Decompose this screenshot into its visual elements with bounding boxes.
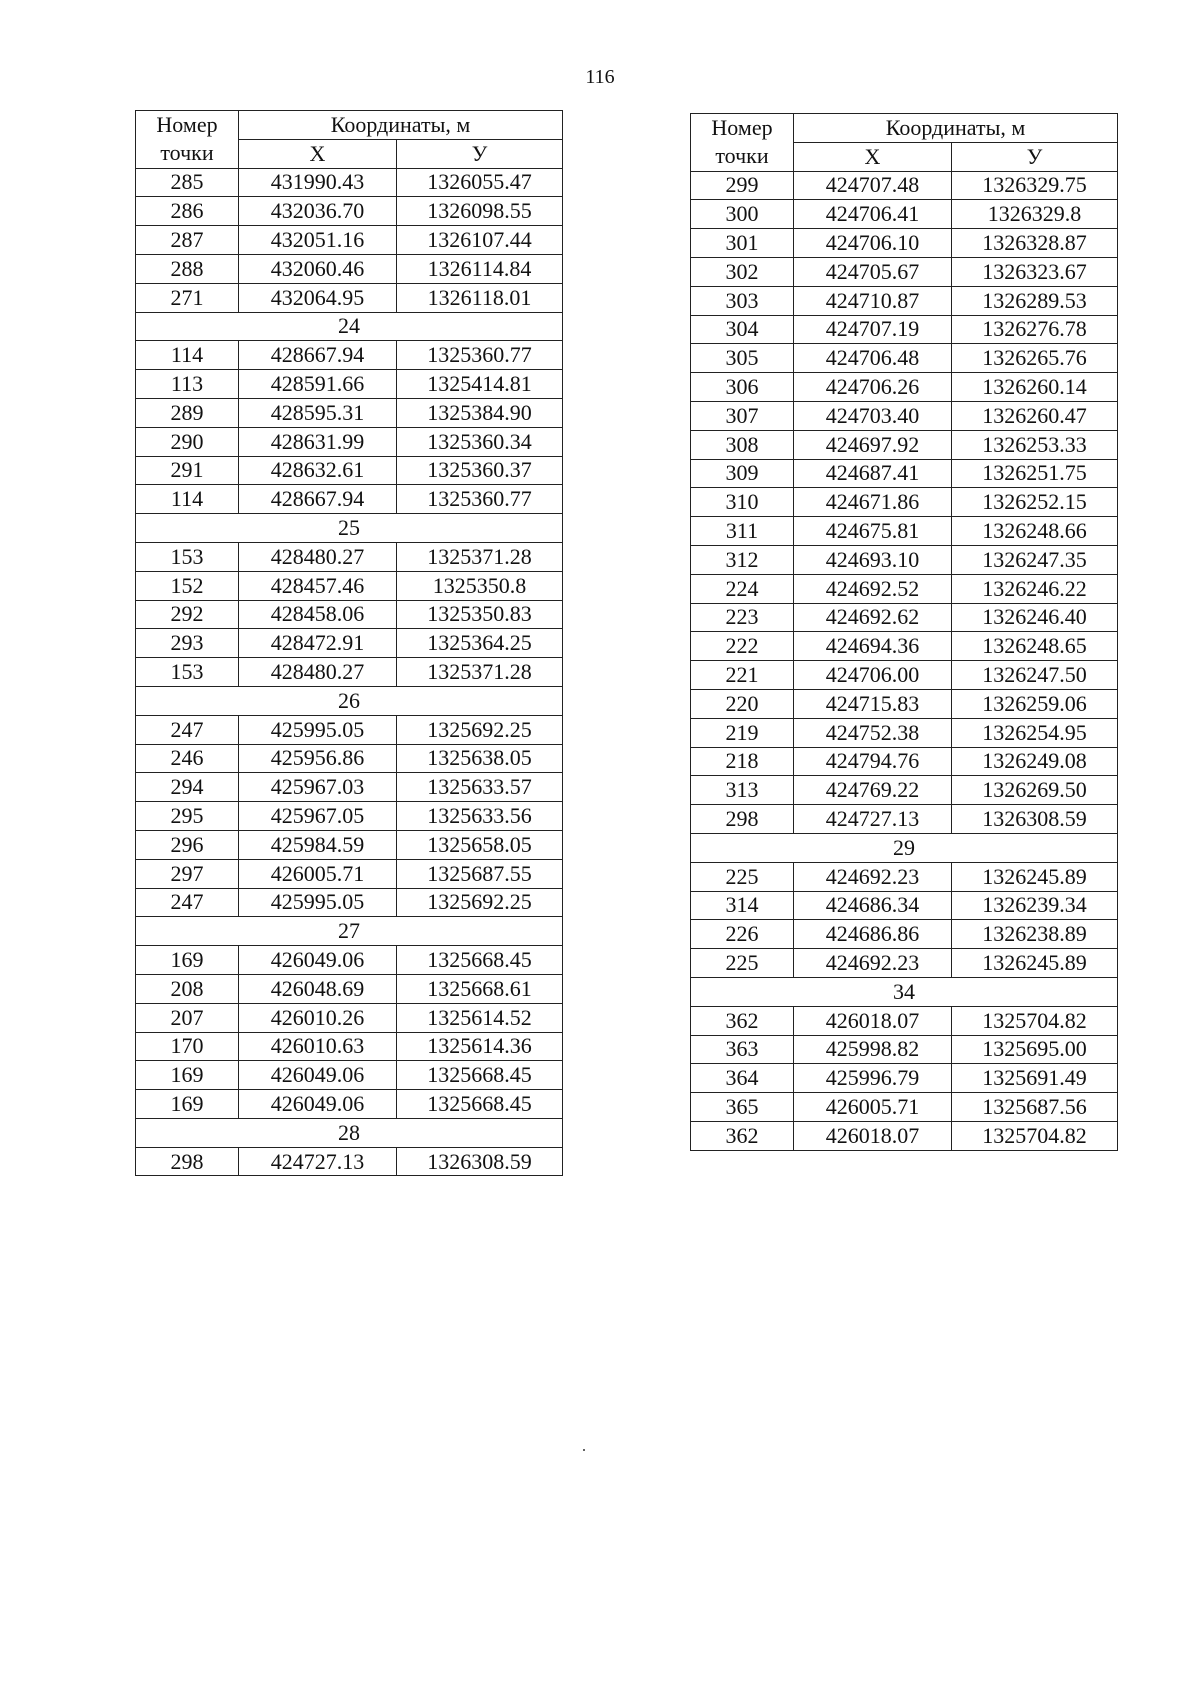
table-row (691, 315, 1118, 344)
y-coordinate-cell: 1325668.45 (397, 1090, 563, 1119)
table-row (691, 401, 1118, 430)
y-coordinate-cell: 1325691.49 (952, 1064, 1118, 1093)
table-row (136, 456, 563, 485)
y-coordinate-cell: 1325687.56 (952, 1093, 1118, 1122)
x-coordinate-cell: 424671.86 (794, 488, 952, 517)
point-number-cell: 113 (136, 370, 239, 399)
point-number-cell: 312 (691, 545, 794, 574)
x-coordinate-cell: 428591.66 (239, 370, 397, 399)
table-row (691, 718, 1118, 747)
table-row (691, 257, 1118, 286)
y-coordinate-cell: 1325414.81 (397, 370, 563, 399)
y-coordinate-cell: 1326276.78 (952, 315, 1118, 344)
coordinates-table-right (690, 113, 1118, 1151)
y-coordinate-cell: 1326245.89 (952, 862, 1118, 891)
table-row (691, 229, 1118, 258)
section-label: 24 (136, 312, 563, 341)
table-row (691, 200, 1118, 229)
table-row (691, 459, 1118, 488)
y-coordinate-cell: 1326118.01 (397, 283, 563, 312)
point-number-cell: 314 (691, 891, 794, 920)
table-row (691, 949, 1118, 978)
point-number-cell: 288 (136, 254, 239, 283)
table-row (136, 485, 563, 514)
section-row (136, 1118, 563, 1147)
point-number-cell: 153 (136, 658, 239, 687)
point-number-cell: 290 (136, 427, 239, 456)
table-row (136, 197, 563, 226)
x-coordinate-cell: 428480.27 (239, 658, 397, 687)
table-row (691, 344, 1118, 373)
table-row (136, 226, 563, 255)
point-number-cell: 363 (691, 1035, 794, 1064)
y-coordinate-cell: 1325704.82 (952, 1121, 1118, 1150)
x-coordinate-cell: 424686.86 (794, 920, 952, 949)
table-row (136, 398, 563, 427)
x-coordinate-cell: 424706.00 (794, 661, 952, 690)
point-number-header-line1: Номер (711, 115, 773, 141)
point-number-cell: 218 (691, 747, 794, 776)
table-row (136, 830, 563, 859)
y-coordinate-cell: 1325638.05 (397, 744, 563, 773)
point-number-cell: 362 (691, 1006, 794, 1035)
page-number: 116 (585, 66, 615, 88)
x-coordinate-cell: 424692.62 (794, 603, 952, 632)
x-coordinate-cell: 428472.91 (239, 629, 397, 658)
y-coordinate-cell: 1325695.00 (952, 1035, 1118, 1064)
x-coordinate-cell: 424706.10 (794, 229, 952, 258)
x-coordinate-cell: 425995.05 (239, 888, 397, 917)
x-coordinate-cell: 424752.38 (794, 718, 952, 747)
point-number-cell: 309 (691, 459, 794, 488)
x-coordinate-cell: 428667.94 (239, 485, 397, 514)
table-row (691, 373, 1118, 402)
table-row (691, 891, 1118, 920)
point-number-cell: 208 (136, 974, 239, 1003)
table-row (136, 168, 563, 197)
table-row (136, 1090, 563, 1119)
table-row (136, 571, 563, 600)
y-coordinate-cell: 1325668.45 (397, 1061, 563, 1090)
table-row (691, 286, 1118, 315)
x-coordinate-cell: 426018.07 (794, 1121, 952, 1150)
header-row (691, 114, 1118, 143)
y-coordinate-cell: 1326248.66 (952, 517, 1118, 546)
table-row (136, 600, 563, 629)
table-row (136, 974, 563, 1003)
x-coordinate-cell: 424707.19 (794, 315, 952, 344)
section-row (136, 917, 563, 946)
x-coordinate-cell: 424706.48 (794, 344, 952, 373)
x-coordinate-cell: 424686.34 (794, 891, 952, 920)
y-coordinate-cell: 1325384.90 (397, 398, 563, 427)
point-number-cell: 299 (691, 171, 794, 200)
point-number-cell: 364 (691, 1064, 794, 1093)
point-number-cell: 310 (691, 488, 794, 517)
y-coordinate-cell: 1325687.55 (397, 859, 563, 888)
table-row (691, 689, 1118, 718)
y-coordinate-cell: 1325692.25 (397, 715, 563, 744)
x-coordinate-cell: 426018.07 (794, 1006, 952, 1035)
y-coordinate-cell: 1326329.75 (952, 171, 1118, 200)
y-coordinate-cell: 1325704.82 (952, 1006, 1118, 1035)
y-coordinate-cell: 1326249.08 (952, 747, 1118, 776)
section-row (136, 514, 563, 543)
table-body-right (691, 171, 1118, 1150)
y-coordinate-cell: 1325633.57 (397, 773, 563, 802)
table-row (136, 1003, 563, 1032)
point-number-cell: 305 (691, 344, 794, 373)
section-row (691, 833, 1118, 862)
y-coordinate-cell: 1325360.37 (397, 456, 563, 485)
point-number-cell: 292 (136, 600, 239, 629)
scan-speck (583, 1449, 585, 1451)
x-coordinate-cell: 432036.70 (239, 197, 397, 226)
point-number-cell: 311 (691, 517, 794, 546)
y-coordinate-cell: 1326107.44 (397, 226, 563, 255)
table-row (691, 488, 1118, 517)
point-number-cell: 114 (136, 341, 239, 370)
table-row (691, 171, 1118, 200)
table-row (136, 888, 563, 917)
y-coordinate-cell: 1325633.56 (397, 802, 563, 831)
x-coordinate-cell: 428595.31 (239, 398, 397, 427)
point-number-cell: 225 (691, 949, 794, 978)
point-number-cell: 295 (136, 802, 239, 831)
x-coordinate-cell: 424693.10 (794, 545, 952, 574)
point-number-cell: 285 (136, 168, 239, 197)
table-row (136, 542, 563, 571)
y-header: У (952, 142, 1118, 171)
y-coordinate-cell: 1326265.76 (952, 344, 1118, 373)
x-coordinate-cell: 424705.67 (794, 257, 952, 286)
table-row (691, 805, 1118, 834)
point-number-cell: 114 (136, 485, 239, 514)
table-row (136, 658, 563, 687)
point-number-cell: 291 (136, 456, 239, 485)
table-row (136, 341, 563, 370)
x-coordinate-cell: 424706.26 (794, 373, 952, 402)
y-coordinate-cell: 1326323.67 (952, 257, 1118, 286)
point-number-header-line2: точки (715, 143, 769, 169)
x-coordinate-cell: 424769.22 (794, 776, 952, 805)
table-row (691, 1093, 1118, 1122)
table-row (136, 802, 563, 831)
table-row (691, 920, 1118, 949)
point-number-cell: 306 (691, 373, 794, 402)
x-coordinate-cell: 424703.40 (794, 401, 952, 430)
y-coordinate-cell: 1326254.95 (952, 718, 1118, 747)
table-row (136, 427, 563, 456)
x-coordinate-cell: 425984.59 (239, 830, 397, 859)
point-number-cell: 289 (136, 398, 239, 427)
y-coordinate-cell: 1326329.8 (952, 200, 1118, 229)
point-number-cell: 225 (691, 862, 794, 891)
y-coordinate-cell: 1325658.05 (397, 830, 563, 859)
table-row (136, 946, 563, 975)
y-coordinate-cell: 1325350.83 (397, 600, 563, 629)
point-number-cell: 294 (136, 773, 239, 802)
section-label: 25 (136, 514, 563, 543)
x-coordinate-cell: 428457.46 (239, 571, 397, 600)
x-coordinate-cell: 432064.95 (239, 283, 397, 312)
point-number-cell: 303 (691, 286, 794, 315)
x-coordinate-cell: 426049.06 (239, 1061, 397, 1090)
point-number-cell: 365 (691, 1093, 794, 1122)
y-coordinate-cell: 1325692.25 (397, 888, 563, 917)
x-coordinate-cell: 426005.71 (239, 859, 397, 888)
section-label: 28 (136, 1118, 563, 1147)
y-coordinate-cell: 1326289.53 (952, 286, 1118, 315)
y-coordinate-cell: 1326238.89 (952, 920, 1118, 949)
point-number-cell: 297 (136, 859, 239, 888)
point-number-header-line2: точки (160, 140, 214, 166)
point-number-cell: 298 (691, 805, 794, 834)
point-number-cell: 153 (136, 542, 239, 571)
point-number-cell: 304 (691, 315, 794, 344)
y-coordinate-cell: 1325668.45 (397, 946, 563, 975)
x-coordinate-cell: 426010.26 (239, 1003, 397, 1032)
y-coordinate-cell: 1325360.77 (397, 341, 563, 370)
point-number-cell: 307 (691, 401, 794, 430)
point-number-header (691, 114, 794, 172)
section-label: 27 (136, 917, 563, 946)
y-header: У (397, 139, 563, 168)
y-coordinate-cell: 1325360.34 (397, 427, 563, 456)
y-coordinate-cell: 1326114.84 (397, 254, 563, 283)
x-coordinate-cell: 424697.92 (794, 430, 952, 459)
table-row (691, 574, 1118, 603)
x-coordinate-cell: 424694.36 (794, 632, 952, 661)
x-coordinate-cell: 426048.69 (239, 974, 397, 1003)
y-coordinate-cell: 1325614.36 (397, 1032, 563, 1061)
section-label: 26 (136, 686, 563, 715)
point-number-cell: 219 (691, 718, 794, 747)
table-row (136, 773, 563, 802)
coordinates-header: Координаты, м (794, 114, 1118, 143)
point-number-header (136, 111, 239, 169)
point-number-cell: 223 (691, 603, 794, 632)
y-coordinate-cell: 1326251.75 (952, 459, 1118, 488)
point-number-cell: 293 (136, 629, 239, 658)
table-row (691, 430, 1118, 459)
x-coordinate-cell: 428458.06 (239, 600, 397, 629)
table-row (691, 1121, 1118, 1150)
x-coordinate-cell: 424706.41 (794, 200, 952, 229)
x-coordinate-cell: 428667.94 (239, 341, 397, 370)
x-coordinate-cell: 424692.23 (794, 949, 952, 978)
y-coordinate-cell: 1325350.8 (397, 571, 563, 600)
y-coordinate-cell: 1326328.87 (952, 229, 1118, 258)
point-number-cell: 207 (136, 1003, 239, 1032)
table-row (136, 1061, 563, 1090)
point-number-cell: 221 (691, 661, 794, 690)
x-coordinate-cell: 424675.81 (794, 517, 952, 546)
y-coordinate-cell: 1326055.47 (397, 168, 563, 197)
y-coordinate-cell: 1326245.89 (952, 949, 1118, 978)
x-coordinate-cell: 424687.41 (794, 459, 952, 488)
point-number-cell: 169 (136, 946, 239, 975)
table-row (136, 1032, 563, 1061)
x-coordinate-cell: 424710.87 (794, 286, 952, 315)
coordinates-table-left (135, 110, 563, 1176)
table-row (691, 776, 1118, 805)
y-coordinate-cell: 1325614.52 (397, 1003, 563, 1032)
point-number-cell: 220 (691, 689, 794, 718)
section-label: 34 (691, 977, 1118, 1006)
table-row (691, 661, 1118, 690)
x-coordinate-cell: 426049.06 (239, 946, 397, 975)
table-row (691, 1035, 1118, 1064)
y-coordinate-cell: 1326308.59 (952, 805, 1118, 834)
point-number-cell: 152 (136, 571, 239, 600)
x-coordinate-cell: 432051.16 (239, 226, 397, 255)
table-row (691, 862, 1118, 891)
table-row (136, 859, 563, 888)
header-row (136, 111, 563, 140)
point-number-cell: 362 (691, 1121, 794, 1150)
y-coordinate-cell: 1326247.35 (952, 545, 1118, 574)
point-number-cell: 300 (691, 200, 794, 229)
section-label: 29 (691, 833, 1118, 862)
point-number-cell: 222 (691, 632, 794, 661)
x-coordinate-cell: 425956.86 (239, 744, 397, 773)
point-number-cell: 313 (691, 776, 794, 805)
table-row (691, 747, 1118, 776)
point-number-cell: 169 (136, 1061, 239, 1090)
x-coordinate-cell: 425967.05 (239, 802, 397, 831)
x-coordinate-cell: 424692.52 (794, 574, 952, 603)
x-coordinate-cell: 426049.06 (239, 1090, 397, 1119)
x-coordinate-cell: 426005.71 (794, 1093, 952, 1122)
y-coordinate-cell: 1326246.22 (952, 574, 1118, 603)
table-row (136, 370, 563, 399)
x-coordinate-cell: 425995.05 (239, 715, 397, 744)
table-row (691, 517, 1118, 546)
y-coordinate-cell: 1326308.59 (397, 1147, 563, 1176)
x-coordinate-cell: 426010.63 (239, 1032, 397, 1061)
table-row (136, 629, 563, 658)
point-number-cell: 170 (136, 1032, 239, 1061)
y-coordinate-cell: 1326248.65 (952, 632, 1118, 661)
point-number-cell: 247 (136, 715, 239, 744)
y-coordinate-cell: 1326253.33 (952, 430, 1118, 459)
y-coordinate-cell: 1326246.40 (952, 603, 1118, 632)
point-number-cell: 286 (136, 197, 239, 226)
y-coordinate-cell: 1325371.28 (397, 542, 563, 571)
point-number-cell: 224 (691, 574, 794, 603)
section-row (136, 686, 563, 715)
table-row (136, 254, 563, 283)
x-coordinate-cell: 424715.83 (794, 689, 952, 718)
point-number-cell: 226 (691, 920, 794, 949)
y-coordinate-cell: 1326098.55 (397, 197, 563, 226)
point-number-cell: 271 (136, 283, 239, 312)
y-coordinate-cell: 1326260.47 (952, 401, 1118, 430)
table-body-left (136, 168, 563, 1176)
x-coordinate-cell: 424727.13 (794, 805, 952, 834)
x-coordinate-cell: 425967.03 (239, 773, 397, 802)
x-header: X (794, 142, 952, 171)
table-row (136, 744, 563, 773)
y-coordinate-cell: 1326239.34 (952, 891, 1118, 920)
x-coordinate-cell: 428631.99 (239, 427, 397, 456)
x-coordinate-cell: 432060.46 (239, 254, 397, 283)
y-coordinate-cell: 1325364.25 (397, 629, 563, 658)
section-row (691, 977, 1118, 1006)
point-number-cell: 246 (136, 744, 239, 773)
coordinates-header: Координаты, м (239, 111, 563, 140)
x-coordinate-cell: 425998.82 (794, 1035, 952, 1064)
table-row (136, 283, 563, 312)
x-coordinate-cell: 431990.43 (239, 168, 397, 197)
table-row (136, 715, 563, 744)
x-coordinate-cell: 424692.23 (794, 862, 952, 891)
x-coordinate-cell: 424707.48 (794, 171, 952, 200)
x-coordinate-cell: 424727.13 (239, 1147, 397, 1176)
table-row (136, 1147, 563, 1176)
x-coordinate-cell: 425996.79 (794, 1064, 952, 1093)
x-coordinate-cell: 424794.76 (794, 747, 952, 776)
table-row (691, 545, 1118, 574)
y-coordinate-cell: 1326260.14 (952, 373, 1118, 402)
table-row (691, 1064, 1118, 1093)
section-row (136, 312, 563, 341)
y-coordinate-cell: 1325668.61 (397, 974, 563, 1003)
point-number-cell: 296 (136, 830, 239, 859)
y-coordinate-cell: 1325371.28 (397, 658, 563, 687)
point-number-header-line1: Номер (156, 112, 218, 138)
point-number-cell: 302 (691, 257, 794, 286)
point-number-cell: 308 (691, 430, 794, 459)
point-number-cell: 247 (136, 888, 239, 917)
y-coordinate-cell: 1326252.15 (952, 488, 1118, 517)
x-header: X (239, 139, 397, 168)
table-row (691, 1006, 1118, 1035)
point-number-cell: 169 (136, 1090, 239, 1119)
point-number-cell: 301 (691, 229, 794, 258)
y-coordinate-cell: 1326259.06 (952, 689, 1118, 718)
point-number-cell: 287 (136, 226, 239, 255)
table-row (691, 632, 1118, 661)
y-coordinate-cell: 1326247.50 (952, 661, 1118, 690)
point-number-cell: 298 (136, 1147, 239, 1176)
x-coordinate-cell: 428632.61 (239, 456, 397, 485)
y-coordinate-cell: 1325360.77 (397, 485, 563, 514)
y-coordinate-cell: 1326269.50 (952, 776, 1118, 805)
table-row (691, 603, 1118, 632)
x-coordinate-cell: 428480.27 (239, 542, 397, 571)
